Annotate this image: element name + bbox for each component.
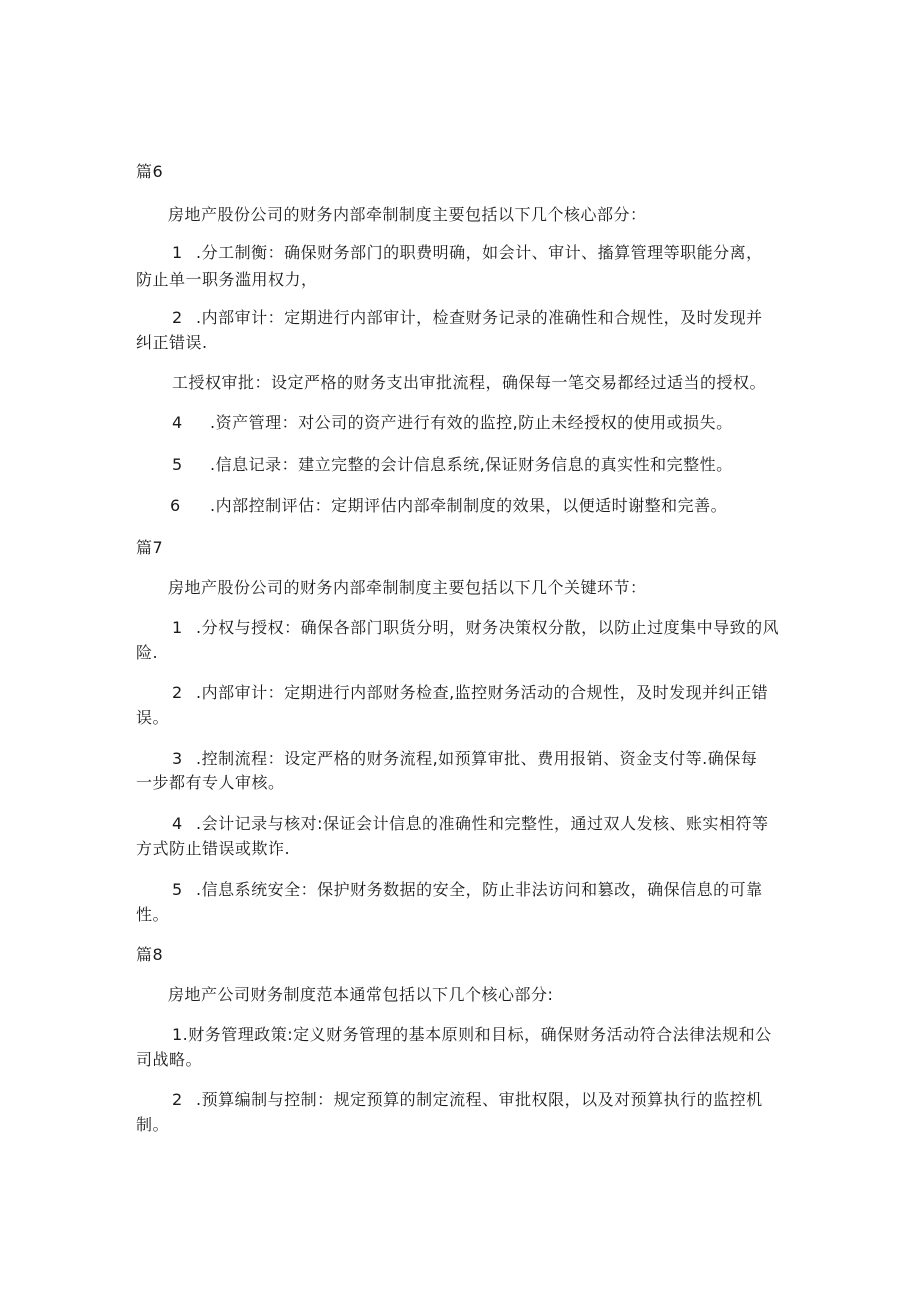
item-line: .资产管理：对公司的资产进行有效的监控,防止未经授权的使用或损失。 xyxy=(210,413,733,432)
item-line: 制。 xyxy=(136,1115,170,1134)
item-line: .分工制衡：确保财务部门的职费明确，如会计、审计、搐算管理等职能分离， xyxy=(196,243,763,262)
item-line: 险. xyxy=(136,643,159,662)
item-line: .控制流程：设定严格的财务流程,如预算审批、费用报销、资金支付等.确保每 xyxy=(196,749,758,768)
item-number: 4 xyxy=(172,814,183,833)
section-intro: 房地产公司财务制度范本通常包括以下几个核心部分: xyxy=(168,985,554,1004)
item-line: .内部控制评估：定期评估内部牵制制度的效果，以便适时谢整和完善。 xyxy=(210,496,728,515)
item-number: 1 xyxy=(172,618,183,637)
section-title: 篇8 xyxy=(136,945,164,964)
item-line: 司战略。 xyxy=(136,1050,203,1069)
item-number: 2 xyxy=(172,683,183,702)
item-line: .预算编制与控制：规定预算的制定流程、审批权限，以及对预算执行的监控机 xyxy=(196,1090,763,1109)
item-number: 5 xyxy=(172,880,183,899)
item-line: .内部审计：定期进行内部财务检查,监控财务活动的合规性，及时发现并纠正错 xyxy=(196,683,769,702)
item-line: 工授权审批：设定严格的财务支出审批流程，确保每一笔交易都经过适当的授权。 xyxy=(172,373,767,392)
item-line: 误。 xyxy=(136,708,170,727)
item-number: 4 xyxy=(172,413,183,432)
section-intro: 房地产股份公司的财务内部牵制制度主要包括以下几个核心部分： xyxy=(168,205,647,224)
item-number: 2 xyxy=(172,308,183,327)
item-line: .信息系统安全：保护财务数据的安全，防止非法访问和篡改，确保信息的可靠 xyxy=(196,880,763,899)
item-line: .信息记录：建立完整的会计信息系统,保证财务信息的真实性和完整性。 xyxy=(210,455,733,474)
section-title: 篇6 xyxy=(136,162,164,181)
section-intro: 房地产股份公司的财务内部牵制制度主要包括以下几个关键环节： xyxy=(168,578,647,597)
item-line: 性。 xyxy=(136,905,170,924)
item-line: 一步都有专人审核。 xyxy=(136,773,285,792)
item-line: 纠正错误. xyxy=(136,333,208,352)
item-line: .会计记录与核对:保证会计信息的准确性和完整性，通过双人发核、账实相符等 xyxy=(196,814,769,833)
item-number: 1 xyxy=(172,243,183,262)
item-line: 方式防止错误或欺诈. xyxy=(136,839,291,858)
item-number: 5 xyxy=(172,455,183,474)
item-number: 3 xyxy=(172,749,183,768)
section-title: 篇7 xyxy=(136,538,164,557)
item-line: .内部审计：定期进行内部审计，检查财务记录的准确性和合规性，及时发现并 xyxy=(196,308,763,327)
item-number: 6 xyxy=(170,496,181,515)
item-line: 防止单一职务滥用权力， xyxy=(136,270,318,289)
item-line: .分权与授权：确保各部门职货分明，财务决策权分散，以防止过度集中导致的风 xyxy=(196,618,780,637)
item-line: 1.财务管理政策:定义财务管理的基本原则和目标，确保财务活动符合法律法规和公 xyxy=(172,1025,772,1044)
item-number: 2 xyxy=(172,1090,183,1109)
